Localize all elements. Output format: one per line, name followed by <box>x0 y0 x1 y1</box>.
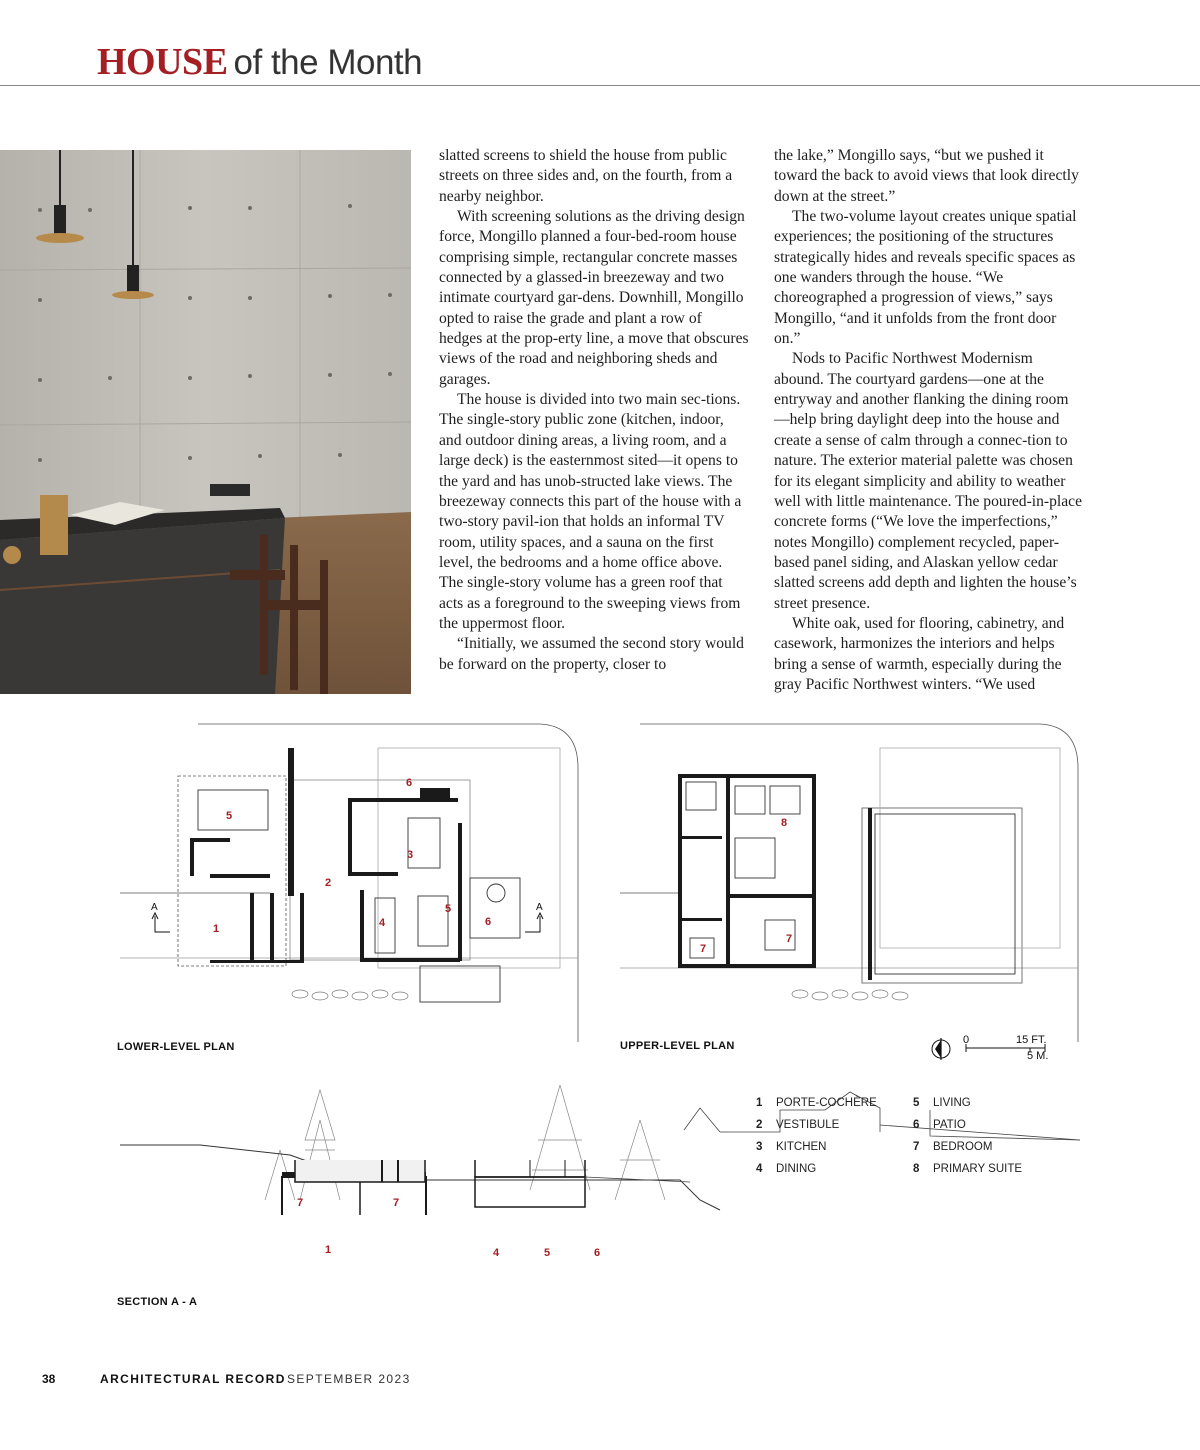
room-number: 6 <box>406 777 413 789</box>
legend-item: 7 BEDROOM <box>913 1141 993 1153</box>
room-number: 4 <box>379 917 386 929</box>
room-number: 7 <box>297 1197 304 1209</box>
legend-item: 1 PORTE-COCHÈRE <box>756 1097 877 1109</box>
issue-date: SEPTEMBER 2023 <box>287 1372 411 1386</box>
room-number: 3 <box>407 849 414 861</box>
header-rule <box>0 85 1200 86</box>
room-number: 6 <box>594 1247 601 1259</box>
legend-item: 5 LIVING <box>913 1097 971 1109</box>
paragraph: Nods to Pacific Northwest Modernism abound. The courtyard gardens—one at the entryway and another flanking the dining room—help bring daylight deep into the house and create a sense of calm through a connec-tion to nature. The exterior material palette was chosen for its elegant simplicity and ability to weather well with little maintenance. The poured-in-place concrete forms (“We love the imperfections,” notes Mongillo) complement recycled, paper-based panel siding, and Alaskan yellow cedar slatted screens add depth and lighten the house’s street presence. <box>774 350 1083 612</box>
magazine-name: ARCHITECTURAL RECORD <box>100 1372 286 1386</box>
lower-level-label: LOWER-LEVEL PLAN <box>117 1041 235 1053</box>
legend-item: 3 KITCHEN <box>756 1141 827 1153</box>
room-number: 1 <box>325 1244 332 1256</box>
room-number: 5 <box>226 810 233 822</box>
legend-item: 2 VESTIBULE <box>756 1119 840 1131</box>
section-marker-left: A <box>151 902 158 913</box>
room-number: 7 <box>393 1197 400 1209</box>
room-number: 7 <box>700 943 707 955</box>
north-arrow-icon <box>932 1038 950 1060</box>
legend-item: 8 PRIMARY SUITE <box>913 1163 1023 1175</box>
interior-photo <box>0 150 411 694</box>
paragraph: the lake,” Mongillo says, “but we pushed it toward the back to avoid views that look directly down at the street.” <box>774 147 1079 205</box>
article-column-2 <box>774 146 1084 695</box>
masthead <box>97 40 422 84</box>
room-number: 7 <box>786 933 793 945</box>
section-room-numbers <box>0 1185 1200 1265</box>
page-number: 38 <box>42 1372 56 1386</box>
masthead-rest: of the Month <box>233 43 423 82</box>
upper-level-label: UPPER-LEVEL PLAN <box>620 1040 735 1052</box>
legend-item: 4 DINING <box>756 1163 817 1175</box>
scale-feet: 15 FT. <box>1016 1034 1047 1046</box>
paragraph: With screening solutions as the driving design force, Mongillo planned a four-bed-room house comprising simple, rectangular concrete masses connected by a glassed-in breezeway and two intimate courtyard gar-dens. Downhill, Mongillo opted to raise the grade and plant a row of hedges at the prop-erty line, a move that obscures views of the road and neighboring sheds and garages. <box>439 208 749 388</box>
room-number: 4 <box>493 1247 500 1259</box>
legend-item: 6 PATIO <box>913 1119 966 1131</box>
section-marker-right: A <box>536 902 543 913</box>
floor-plans <box>0 718 1200 1063</box>
scale-meters: 5 M. <box>1027 1050 1049 1062</box>
paragraph: slatted screens to shield the house from public streets on three sides and, on the fourth, from a nearby neighbor. <box>439 147 733 205</box>
paragraph: The house is divided into two main sec-tions. The single-story public zone (kitchen, indoor, and outdoor dining areas, a living room, and a large deck) is the easternmost sited—it opens to the yard and has unob-structed lake views. The breezeway connects this part of the house with a two-story pavil-ion that holds an informal TV room, utility spaces, and a sauna on the first level, the bedrooms and a home office above. The single-story volume has a green roof that acts as a foreground to the sweeping views from the uppermost floor. <box>439 391 742 632</box>
room-number: 5 <box>445 903 452 915</box>
article-column-1 <box>439 146 749 675</box>
room-number: 1 <box>213 923 220 935</box>
paragraph: “Initially, we assumed the second story would be forward on the property, closer to <box>439 635 744 673</box>
section-label: SECTION A - A <box>117 1296 198 1308</box>
paragraph: The two-volume layout creates unique spatial experiences; the positioning of the structures strategically hides and reveals specific spaces as one wanders through the house. “We choreographed a progression of views,” says Mongillo, “and it unfolds from the front door on.” <box>774 208 1077 348</box>
room-number: 8 <box>781 817 788 829</box>
room-number: 6 <box>485 916 492 928</box>
scale-zero: 0 <box>963 1034 970 1046</box>
masthead-house: HOUSE <box>97 41 228 83</box>
room-number: 2 <box>325 877 332 889</box>
paragraph: White oak, used for flooring, cabinetry, and casework, harmonizes the interiors and helps bring a sense of warmth, especially during the gray Pacific Northwest winters. “We used <box>774 614 1065 693</box>
room-number: 5 <box>544 1247 551 1259</box>
